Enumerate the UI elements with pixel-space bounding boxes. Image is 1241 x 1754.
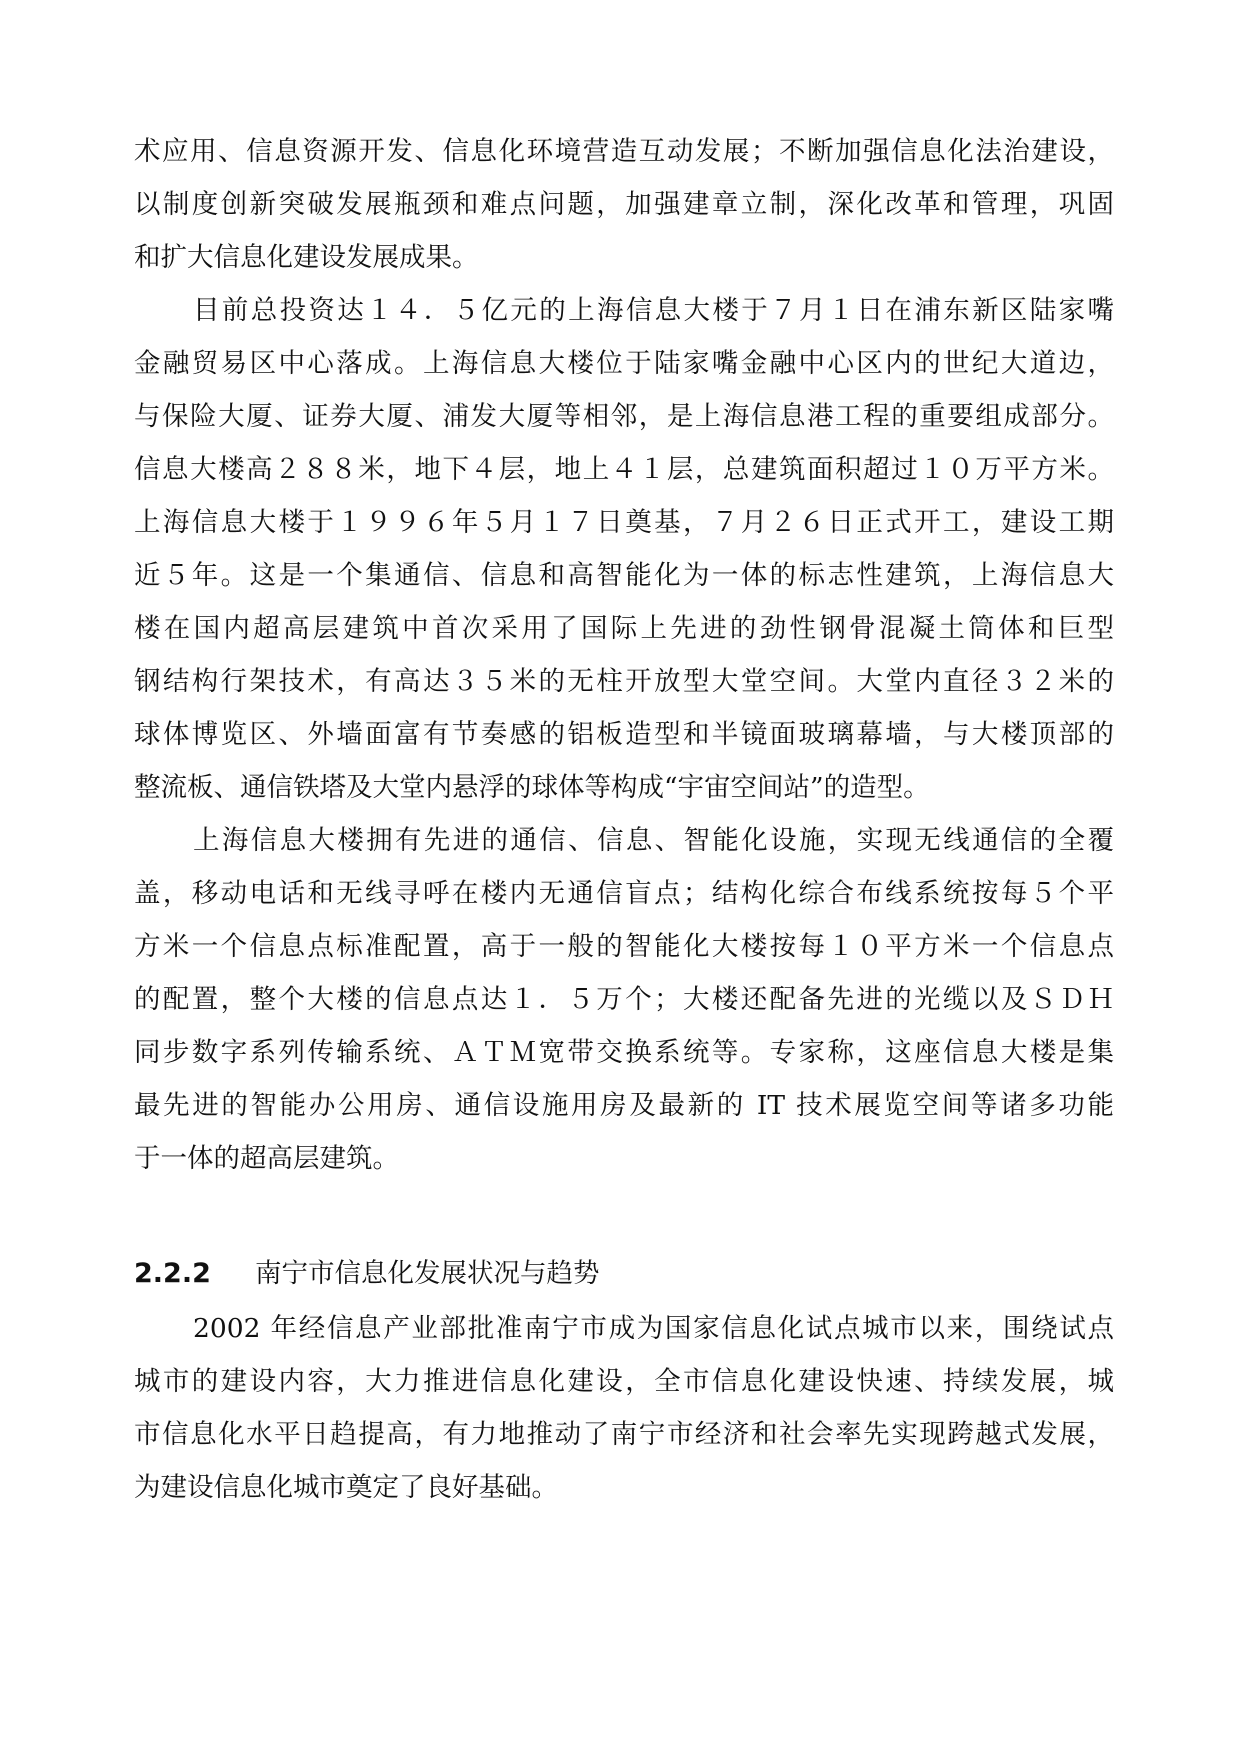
text-line: 为建设信息化城市奠定了良好基础。 [134, 1472, 558, 1503]
text-line: 金融贸易区中心落成。上海信息大楼位于陆家嘴金融中心区内的世纪大道边， [134, 348, 1114, 379]
text-line: 球体博览区、外墙面富有节奏感的铝板造型和半镜面玻璃幕墙，与大楼顶部的 [134, 719, 1114, 750]
text-line: 信息大楼高２８８米，地下４层，地上４１层，总建筑面积超过１０万平方米。 [134, 454, 1114, 485]
text-line: 最先进的智能办公用房、通信设施用房及最新的 IT 技术展览空间等诸多功能 [134, 1090, 1114, 1121]
text-line: 上海信息大楼于１９９６年５月１７日奠基，７月２６日正式开工，建设工期 [134, 507, 1114, 538]
text-line: 上海信息大楼拥有先进的通信、信息、智能化设施，实现无线通信的全覆 [193, 825, 1114, 856]
text-line: 术应用、信息资源开发、信息化环境营造互动发展；不断加强信息化法治建设， [134, 136, 1114, 167]
text-line: 盖，移动电话和无线寻呼在楼内无通信盲点；结构化综合布线系统按每５个平 [134, 878, 1114, 909]
text-line: 2002 年经信息产业部批准南宁市成为国家信息化试点城市以来，围绕试点 [193, 1313, 1114, 1344]
section-title: 南宁市信息化发展状况与趋势 [255, 1258, 600, 1289]
text-line: 方米一个信息点标准配置，高于一般的智能化大楼按每１０平方米一个信息点 [134, 931, 1114, 962]
text-line: 同步数字系列传输系统、ＡＴＭ宽带交换系统等。专家称，这座信息大楼是集 [134, 1037, 1114, 1068]
text-line: 近５年。这是一个集通信、信息和高智能化为一体的标志性建筑，上海信息大 [134, 560, 1114, 591]
text-line: 钢结构行架技术，有高达３５米的无柱开放型大堂空间。大堂内直径３２米的 [134, 666, 1114, 697]
text-line: 楼在国内超高层建筑中首次采用了国际上先进的劲性钢骨混凝土筒体和巨型 [134, 613, 1114, 644]
text-line: 整流板、通信铁塔及大堂内悬浮的球体等构成“宇宙空间站”的造型。 [134, 772, 930, 803]
text-line: 与保险大厦、证券大厦、浦发大厦等相邻，是上海信息港工程的重要组成部分。 [134, 401, 1114, 432]
text-line: 市信息化水平日趋提高，有力地推动了南宁市经济和社会率先实现跨越式发展， [134, 1419, 1114, 1450]
text-line: 目前总投资达１４．５亿元的上海信息大楼于７月１日在浦东新区陆家嘴 [193, 295, 1114, 326]
section-number: 2.2.2 [134, 1258, 211, 1289]
text-line: 于一体的超高层建筑。 [134, 1143, 399, 1174]
text-line: 城市的建设内容，大力推进信息化建设，全市信息化建设快速、持续发展，城 [134, 1366, 1114, 1397]
text-line: 和扩大信息化建设发展成果。 [134, 242, 479, 273]
text-line: 以制度创新突破发展瓶颈和难点问题，加强建章立制，深化改革和管理，巩固 [134, 189, 1114, 220]
text-line: 的配置，整个大楼的信息点达１．５万个；大楼还配备先进的光缆以及ＳＤＨ [134, 984, 1114, 1015]
